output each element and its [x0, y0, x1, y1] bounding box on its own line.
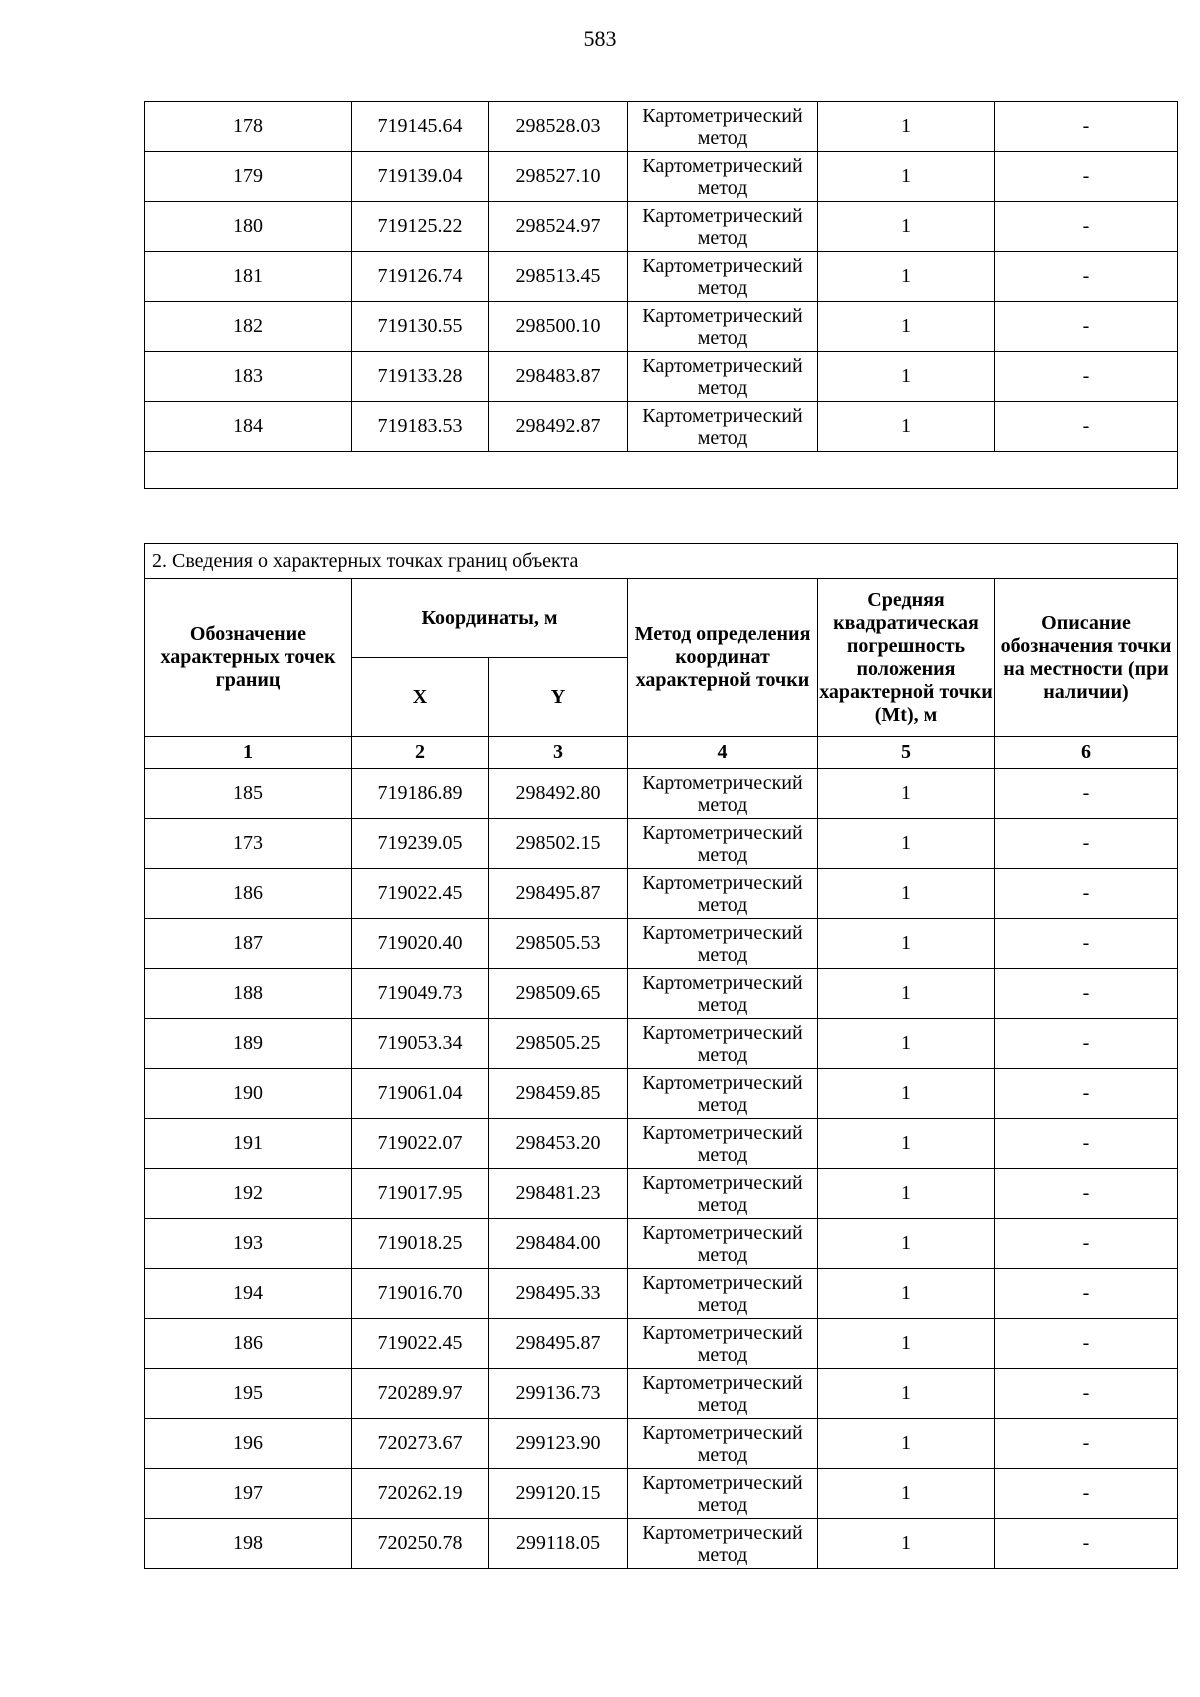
- x-coordinate-cell: 719061.04: [352, 1069, 489, 1119]
- x-coordinate-cell: 719016.70: [352, 1269, 489, 1319]
- table-row: [145, 102, 1178, 152]
- method-cell: [628, 152, 818, 202]
- x-coordinate-cell: 719126.74: [352, 252, 489, 302]
- method-cell: [628, 302, 818, 352]
- points-table-continued-body: [145, 102, 1178, 489]
- description-cell: -: [995, 1369, 1178, 1419]
- method-text-line: Картометрический: [642, 771, 803, 794]
- column-number-4: 4: [628, 737, 818, 769]
- y-coordinate-cell: 298509.65: [489, 969, 628, 1019]
- y-coordinate-cell: 298459.85: [489, 1069, 628, 1119]
- method-text-line: Картометрический: [642, 1221, 803, 1244]
- point-id-cell: 182: [145, 302, 352, 352]
- y-coordinate-cell: 298524.97: [489, 202, 628, 252]
- error-cell: 1: [818, 919, 995, 969]
- description-cell: -: [995, 1169, 1178, 1219]
- method-cell: [628, 769, 818, 819]
- table-row: [145, 919, 1178, 969]
- y-coordinate-cell: 298492.80: [489, 769, 628, 819]
- method-text-line: метод: [697, 1193, 748, 1216]
- y-coordinate-cell: 299120.15: [489, 1469, 628, 1519]
- description-cell: -: [995, 1019, 1178, 1069]
- table-row: [145, 1219, 1178, 1269]
- y-coordinate-cell: 299136.73: [489, 1369, 628, 1419]
- point-id-cell: 180: [145, 202, 352, 252]
- method-text-line: Картометрический: [642, 404, 803, 427]
- table-row: [145, 402, 1178, 452]
- page-number: 583: [583, 26, 617, 51]
- x-coordinate-cell: 719133.28: [352, 352, 489, 402]
- table-row: [145, 1269, 1178, 1319]
- point-id-cell: 173: [145, 819, 352, 869]
- table-row: [145, 202, 1178, 252]
- error-cell: 1: [818, 1219, 995, 1269]
- header-y: Y: [489, 658, 628, 737]
- point-id-cell: 196: [145, 1419, 352, 1469]
- x-coordinate-cell: 720289.97: [352, 1369, 489, 1419]
- point-id-cell: 189: [145, 1019, 352, 1069]
- method-text-line: Картометрический: [642, 1121, 803, 1144]
- point-id-cell: 194: [145, 1269, 352, 1319]
- method-text-line: Картометрический: [642, 154, 803, 177]
- point-id-cell: 193: [145, 1219, 352, 1269]
- point-id-cell: 178: [145, 102, 352, 152]
- column-number-1: 1: [145, 737, 352, 769]
- header-method: Метод определения координат характерной точки: [628, 579, 818, 737]
- table-row: [145, 352, 1178, 402]
- error-cell: 1: [818, 1519, 995, 1569]
- description-cell: -: [995, 1219, 1178, 1269]
- table-row: [145, 819, 1178, 869]
- method-cell: [628, 1419, 818, 1469]
- x-coordinate-cell: 720273.67: [352, 1419, 489, 1469]
- method-text-line: метод: [697, 126, 748, 149]
- y-coordinate-cell: 298528.03: [489, 102, 628, 152]
- method-cell: [628, 1269, 818, 1319]
- y-coordinate-cell: 298484.00: [489, 1219, 628, 1269]
- method-cell: [628, 202, 818, 252]
- error-cell: 1: [818, 969, 995, 1019]
- method-text-line: Картометрический: [642, 254, 803, 277]
- method-text-line: Картометрический: [642, 871, 803, 894]
- method-cell: [628, 1319, 818, 1369]
- point-id-cell: 186: [145, 1319, 352, 1369]
- x-coordinate-cell: 719239.05: [352, 819, 489, 869]
- table-row: [145, 1069, 1178, 1119]
- point-id-cell: 187: [145, 919, 352, 969]
- method-text-line: метод: [697, 943, 748, 966]
- error-cell: 1: [818, 1119, 995, 1169]
- description-cell: -: [995, 1069, 1178, 1119]
- x-coordinate-cell: 719018.25: [352, 1219, 489, 1269]
- x-coordinate-cell: 720250.78: [352, 1519, 489, 1569]
- method-text-line: метод: [697, 843, 748, 866]
- method-cell: [628, 1169, 818, 1219]
- description-cell: -: [995, 1519, 1178, 1569]
- table-row: [145, 1419, 1178, 1469]
- error-cell: 1: [818, 1069, 995, 1119]
- error-cell: 1: [818, 352, 995, 402]
- description-cell: -: [995, 1319, 1178, 1369]
- method-text-line: Картометрический: [642, 1371, 803, 1394]
- y-coordinate-cell: 298495.87: [489, 869, 628, 919]
- method-text-line: Картометрический: [642, 1421, 803, 1444]
- method-text-line: Картометрический: [642, 354, 803, 377]
- table-row: [145, 869, 1178, 919]
- method-text-line: Картометрический: [642, 304, 803, 327]
- description-cell: -: [995, 919, 1178, 969]
- y-coordinate-cell: 298500.10: [489, 302, 628, 352]
- method-text-line: метод: [697, 1443, 748, 1466]
- y-coordinate-cell: 298492.87: [489, 402, 628, 452]
- description-cell: -: [995, 302, 1178, 352]
- points-table-section-2-body: [145, 769, 1178, 1569]
- x-coordinate-cell: 720262.19: [352, 1469, 489, 1519]
- column-number-5: 5: [818, 737, 995, 769]
- point-id-cell: 185: [145, 769, 352, 819]
- method-text-line: метод: [697, 1293, 748, 1316]
- method-cell: [628, 869, 818, 919]
- description-cell: -: [995, 1469, 1178, 1519]
- header-coordinates: Координаты, м: [352, 579, 628, 658]
- table-row: [145, 969, 1178, 1019]
- y-coordinate-cell: 299123.90: [489, 1419, 628, 1469]
- method-cell: [628, 1369, 818, 1419]
- method-text-line: Картометрический: [642, 1021, 803, 1044]
- error-cell: 1: [818, 1469, 995, 1519]
- method-text-line: метод: [697, 893, 748, 916]
- x-coordinate-cell: 719049.73: [352, 969, 489, 1019]
- method-text-line: метод: [697, 276, 748, 299]
- header-description: Описание обозначения точки на местности (при наличии): [995, 579, 1178, 737]
- points-table-section-2: [144, 543, 1178, 1569]
- method-text-line: Картометрический: [642, 104, 803, 127]
- error-cell: 1: [818, 819, 995, 869]
- method-text-line: метод: [697, 426, 748, 449]
- point-id-cell: 183: [145, 352, 352, 402]
- description-cell: -: [995, 1419, 1178, 1469]
- x-coordinate-cell: 719145.64: [352, 102, 489, 152]
- method-cell: [628, 919, 818, 969]
- method-text-line: метод: [697, 376, 748, 399]
- error-cell: 1: [818, 1019, 995, 1069]
- point-id-cell: 188: [145, 969, 352, 1019]
- method-text-line: Картометрический: [642, 1071, 803, 1094]
- method-cell: [628, 102, 818, 152]
- empty-cell: [145, 452, 1178, 489]
- table-row: [145, 302, 1178, 352]
- method-text-line: метод: [697, 1143, 748, 1166]
- column-number-2: 2: [352, 737, 489, 769]
- method-text-line: Картометрический: [642, 1271, 803, 1294]
- description-cell: -: [995, 152, 1178, 202]
- method-cell: [628, 1219, 818, 1269]
- method-cell: [628, 352, 818, 402]
- description-cell: -: [995, 1269, 1178, 1319]
- table-row: [145, 1169, 1178, 1219]
- error-cell: 1: [818, 1419, 995, 1469]
- error-cell: 1: [818, 1269, 995, 1319]
- point-id-cell: 181: [145, 252, 352, 302]
- method-cell: [628, 252, 818, 302]
- method-text-line: метод: [697, 1343, 748, 1366]
- table-row: [145, 1519, 1178, 1569]
- y-coordinate-cell: 298502.15: [489, 819, 628, 869]
- error-cell: 1: [818, 302, 995, 352]
- method-text-line: метод: [697, 1543, 748, 1566]
- error-cell: 1: [818, 102, 995, 152]
- description-cell: -: [995, 352, 1178, 402]
- method-text-line: метод: [697, 1043, 748, 1066]
- description-cell: -: [995, 969, 1178, 1019]
- description-cell: -: [995, 252, 1178, 302]
- error-cell: 1: [818, 1369, 995, 1419]
- method-text-line: метод: [697, 1393, 748, 1416]
- method-text-line: метод: [697, 793, 748, 816]
- method-text-line: метод: [697, 1493, 748, 1516]
- point-id-cell: 198: [145, 1519, 352, 1569]
- x-coordinate-cell: 719139.04: [352, 152, 489, 202]
- method-text-line: Картометрический: [642, 1521, 803, 1544]
- point-id-cell: 195: [145, 1369, 352, 1419]
- method-text-line: Картометрический: [642, 204, 803, 227]
- error-cell: 1: [818, 152, 995, 202]
- table-row: [145, 1469, 1178, 1519]
- x-coordinate-cell: 719053.34: [352, 1019, 489, 1069]
- y-coordinate-cell: 298483.87: [489, 352, 628, 402]
- error-cell: 1: [818, 1319, 995, 1369]
- y-coordinate-cell: 298453.20: [489, 1119, 628, 1169]
- method-text-line: Картометрический: [642, 1171, 803, 1194]
- column-number-3: 3: [489, 737, 628, 769]
- method-cell: [628, 819, 818, 869]
- method-cell: [628, 1469, 818, 1519]
- method-text-line: Картометрический: [642, 1471, 803, 1494]
- method-text-line: Картометрический: [642, 921, 803, 944]
- description-cell: -: [995, 202, 1178, 252]
- method-text-line: Картометрический: [642, 821, 803, 844]
- method-cell: [628, 1019, 818, 1069]
- point-id-cell: 186: [145, 869, 352, 919]
- header-x: X: [352, 658, 489, 737]
- y-coordinate-cell: 298505.25: [489, 1019, 628, 1069]
- method-text-line: метод: [697, 176, 748, 199]
- x-coordinate-cell: 719125.22: [352, 202, 489, 252]
- x-coordinate-cell: 719022.45: [352, 869, 489, 919]
- error-cell: 1: [818, 869, 995, 919]
- method-cell: [628, 1119, 818, 1169]
- error-cell: 1: [818, 202, 995, 252]
- description-cell: -: [995, 102, 1178, 152]
- table-row: [145, 152, 1178, 202]
- y-coordinate-cell: 298527.10: [489, 152, 628, 202]
- column-number-6: 6: [995, 737, 1178, 769]
- table-row: [145, 1319, 1178, 1369]
- table-row: [145, 1119, 1178, 1169]
- error-cell: 1: [818, 252, 995, 302]
- table-row: [145, 1019, 1178, 1069]
- method-text-line: метод: [697, 1093, 748, 1116]
- description-cell: -: [995, 1119, 1178, 1169]
- method-cell: [628, 402, 818, 452]
- method-cell: [628, 1069, 818, 1119]
- x-coordinate-cell: 719022.07: [352, 1119, 489, 1169]
- method-text-line: Картометрический: [642, 971, 803, 994]
- empty-row: [145, 452, 1178, 489]
- point-id-cell: 192: [145, 1169, 352, 1219]
- y-coordinate-cell: 298495.87: [489, 1319, 628, 1369]
- y-coordinate-cell: 298505.53: [489, 919, 628, 969]
- error-cell: 1: [818, 402, 995, 452]
- point-id-cell: 184: [145, 402, 352, 452]
- method-text-line: метод: [697, 226, 748, 249]
- x-coordinate-cell: 719186.89: [352, 769, 489, 819]
- points-table-continued: [144, 101, 1178, 489]
- y-coordinate-cell: 299118.05: [489, 1519, 628, 1569]
- table-row: [145, 252, 1178, 302]
- y-coordinate-cell: 298481.23: [489, 1169, 628, 1219]
- x-coordinate-cell: 719020.40: [352, 919, 489, 969]
- x-coordinate-cell: 719017.95: [352, 1169, 489, 1219]
- y-coordinate-cell: 298495.33: [489, 1269, 628, 1319]
- description-cell: -: [995, 402, 1178, 452]
- header-error: Средняя квадратическая погрешность положения характерной точки (Mt), м: [818, 579, 995, 737]
- error-cell: 1: [818, 1169, 995, 1219]
- method-text-line: метод: [697, 993, 748, 1016]
- table-row: [145, 769, 1178, 819]
- point-id-cell: 190: [145, 1069, 352, 1119]
- table-row: [145, 1369, 1178, 1419]
- error-cell: 1: [818, 769, 995, 819]
- method-cell: [628, 969, 818, 1019]
- method-text-line: метод: [697, 326, 748, 349]
- method-text-line: Картометрический: [642, 1321, 803, 1344]
- method-text-line: метод: [697, 1243, 748, 1266]
- x-coordinate-cell: 719022.45: [352, 1319, 489, 1369]
- section-title: 2. Сведения о характерных точках границ объекта: [145, 544, 1178, 579]
- point-id-cell: 179: [145, 152, 352, 202]
- x-coordinate-cell: 719130.55: [352, 302, 489, 352]
- header-point: Обозначение характерных точек границ: [145, 579, 352, 737]
- description-cell: -: [995, 819, 1178, 869]
- method-cell: [628, 1519, 818, 1569]
- y-coordinate-cell: 298513.45: [489, 252, 628, 302]
- x-coordinate-cell: 719183.53: [352, 402, 489, 452]
- description-cell: -: [995, 869, 1178, 919]
- point-id-cell: 191: [145, 1119, 352, 1169]
- description-cell: -: [995, 769, 1178, 819]
- point-id-cell: 197: [145, 1469, 352, 1519]
